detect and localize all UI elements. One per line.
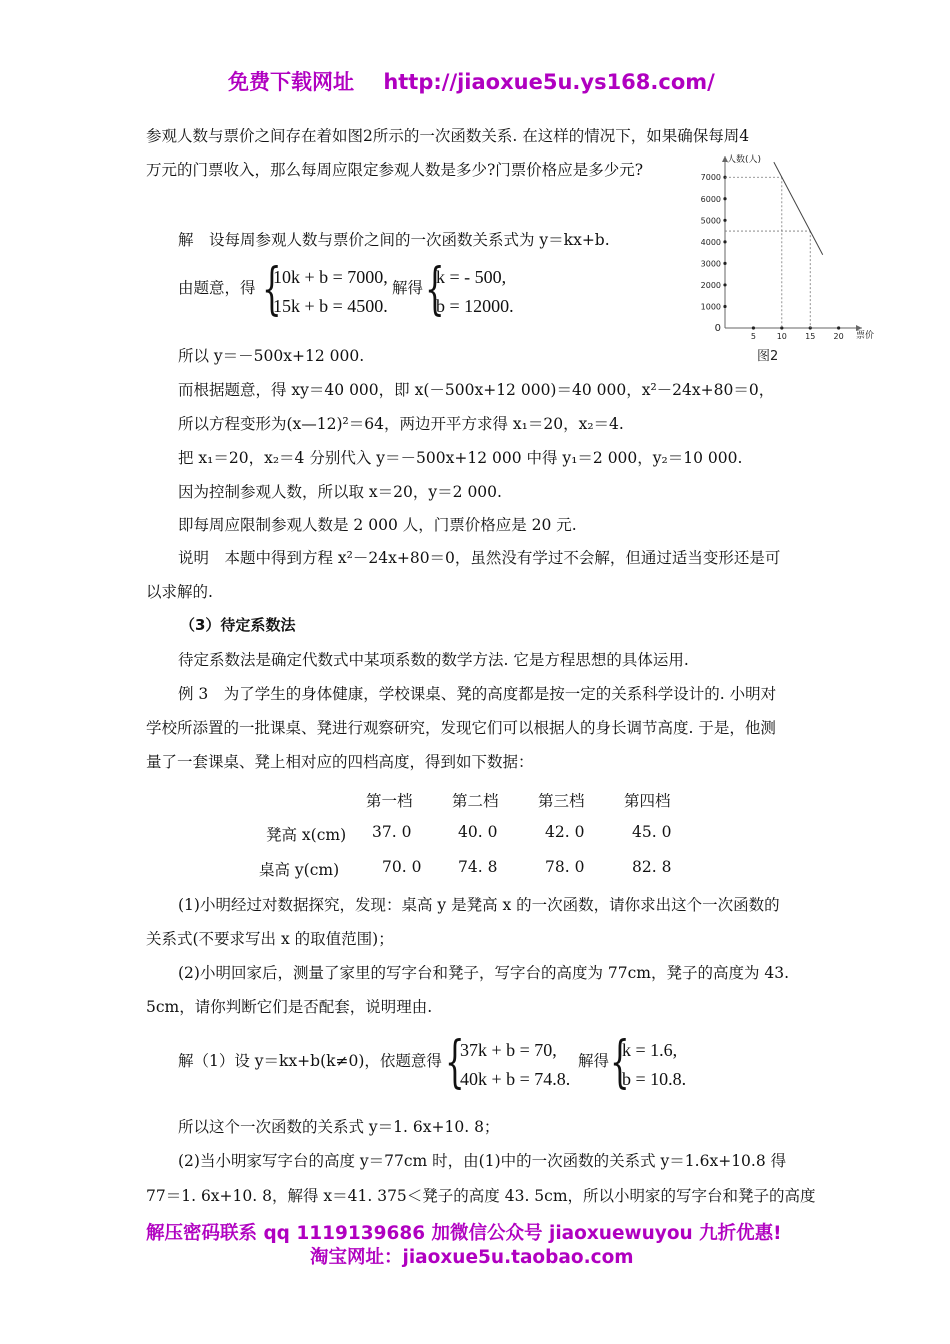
table-cell: 82. 8 — [632, 858, 672, 876]
text-line: 以求解的. — [146, 583, 213, 601]
text-line: 解 设每周参观人数与票价之间的一次函数关系式为 y＝kx+b. — [178, 231, 610, 249]
x-tick-label: 15 — [805, 332, 816, 341]
y-tick-label: 3000 — [700, 259, 721, 269]
system-1-solve: 解得 — [392, 279, 424, 297]
y-tick-label: 4000 — [700, 237, 721, 247]
x-axis-label: 票价 — [856, 331, 875, 341]
table-row-label: 凳高 x(cm) — [266, 826, 347, 844]
table-header: 第四档 — [624, 792, 671, 810]
chart-title: 图2 — [757, 349, 779, 364]
y-tick — [723, 240, 726, 243]
system-2-solve: 解得 — [578, 1052, 610, 1070]
text-line: 学校所添置的一批课桌、凳进行观察研究，发现它们可以根据人的身长调节高度. 于是，他测 — [146, 719, 776, 737]
y-tick — [723, 283, 726, 286]
table-cell: 40. 0 — [458, 823, 498, 841]
y-tick-label: 0 — [714, 323, 721, 334]
text-line: (2)当小明家写字台的高度 y＝77cm 时，由(1)中的一次函数的关系式 y＝1.6x+10.8 得 — [178, 1152, 787, 1170]
text-line: 待定系数法是确定代数式中某项系数的数学方法. 它是方程思想的具体运用. — [178, 651, 689, 669]
table-cell: 37. 0 — [372, 823, 412, 841]
left-brace-icon: { — [425, 257, 445, 322]
system-1-sol2: b = 12000. — [436, 296, 514, 316]
y-tick-label: 2000 — [700, 280, 721, 290]
table-header: 第三档 — [538, 792, 585, 810]
left-brace-icon: { — [262, 257, 282, 322]
text-line: 5cm，请你判断它们是否配套，说明理由. — [146, 998, 433, 1016]
system-2-sol1: k = 1.6, — [622, 1040, 678, 1060]
header-banner — [228, 66, 715, 96]
header-label: 免费下载网址 — [228, 70, 354, 94]
table-header: 第二档 — [452, 792, 499, 810]
x-tick-label: 5 — [750, 332, 756, 341]
system-2-lead: 解（1）设 y＝kx+b(k≠0)，依题意得 — [178, 1052, 442, 1070]
text-line: 把 x₁＝20，x₂＝4 分别代入 y＝－500x+12 000 中得 y₁＝2 000，y₂＝10 000. — [178, 449, 743, 467]
system-1-sol1: k = - 500, — [436, 267, 507, 287]
text-line: (2)小明回家后，测量了家里的写字台和凳子，写字台的高度为 77cm，凳子的高度为 43. — [178, 964, 790, 982]
y-tick-label: 5000 — [700, 216, 721, 226]
y-tick-label: 1000 — [700, 302, 721, 312]
left-brace-icon: { — [610, 1030, 630, 1095]
y-tick-label: 7000 — [700, 173, 721, 183]
text-line: 所以方程变形为(x—12)²＝64，两边开平方求得 x₁＝20，x₂＝4. — [178, 415, 624, 433]
text-line: 说明 本题中得到方程 x²－24x+80＝0，虽然没有学过不会解，但通过适当变形还是可 — [178, 549, 781, 567]
figure-2-chart — [695, 150, 875, 370]
y-axis-label: 人数(人) — [727, 155, 762, 165]
system-1-lead: 由题意，得 — [178, 279, 256, 297]
text-line: 所以这个一次函数的关系式 y＝1. 6x+10. 8； — [178, 1118, 500, 1136]
system-1-eq1: 10k + b = 7000, — [273, 267, 388, 287]
left-brace-icon: { — [445, 1030, 465, 1095]
system-2-sol2: b = 10.8. — [622, 1069, 687, 1089]
table-row-label: 桌高 y(cm) — [259, 861, 340, 879]
y-tick — [723, 262, 726, 265]
table-cell: 70. 0 — [382, 858, 422, 876]
footer-contact: 解压密码联系 qq 1119139686 加微信公众号 jiaoxuewuyou 九折优惠! — [146, 1223, 782, 1244]
y-tick-label: 6000 — [700, 194, 721, 204]
system-2-eq1: 37k + b = 70, — [460, 1040, 557, 1060]
text-line: 即每周应限制参观人数是 2 000 人，门票价格应是 20 元. — [178, 516, 577, 534]
table-cell: 78. 0 — [545, 858, 585, 876]
table-cell: 45. 0 — [632, 823, 672, 841]
table-cell: 74. 8 — [458, 858, 498, 876]
text-line: 参观人数与票价之间存在着如图2所示的一次函数关系. 在这样的情况下，如果确保每周4 — [146, 127, 750, 145]
x-tick — [837, 326, 840, 329]
x-tick — [752, 326, 755, 329]
system-1-eq2: 15k + b = 4500. — [273, 296, 388, 316]
table-cell: 42. 0 — [545, 823, 585, 841]
text-line: 所以 y＝－500x+12 000. — [178, 347, 365, 365]
y-tick — [723, 305, 726, 308]
series-line — [774, 162, 823, 255]
text-line: (1)小明经过对数据探究，发现：桌高 y 是凳高 x 的一次函数，请你求出这个一次函数的 — [178, 896, 780, 914]
y-tick — [723, 197, 726, 200]
text-line: 因为控制参观人数，所以取 x＝20，y＝2 000. — [178, 483, 502, 501]
footer-taobao[interactable]: 淘宝网址：jiaoxue5u.taobao.com — [310, 1247, 634, 1268]
text-line: 而根据题意，得 xy＝40 000，即 x(－500x+12 000)＝40 000，x²－24x+80＝0， — [178, 381, 775, 399]
text-line: 量了一套课桌、凳上相对应的四档高度，得到如下数据： — [146, 753, 534, 771]
y-tick — [723, 219, 726, 222]
text-line: 关系式(不要求写出 x 的取值范围)； — [146, 930, 394, 948]
header-url[interactable]: http://jiaoxue5u.ys168.com/ — [383, 70, 715, 94]
text-line: 万元的门票收入，那么每周应限定参观人数是多少?门票价格应是多少元? — [146, 161, 644, 179]
text-line: 77＝1. 6x+10. 8，解得 x＝41. 375＜凳子的高度 43. 5cm，所以小明家的写字台和凳子的高度 — [146, 1187, 816, 1205]
x-tick-label: 20 — [833, 332, 844, 341]
section-heading: （3）待定系数法 — [180, 616, 296, 634]
text-line: 例 3 为了学生的身体健康，学校课桌、凳的高度都是按一定的关系科学设计的. 小明对 — [178, 685, 777, 703]
system-2-eq2: 40k + b = 74.8. — [460, 1069, 571, 1089]
table-header: 第一档 — [366, 792, 413, 810]
x-tick-label: 10 — [776, 332, 787, 341]
